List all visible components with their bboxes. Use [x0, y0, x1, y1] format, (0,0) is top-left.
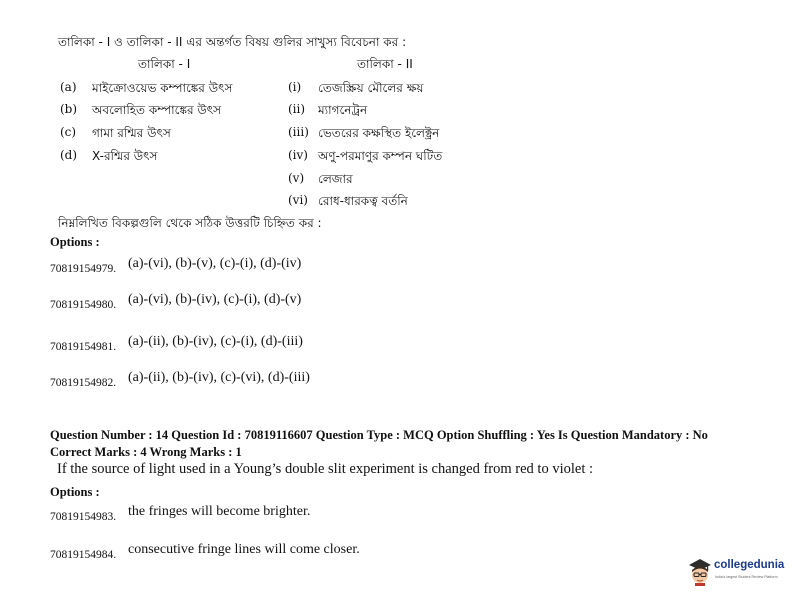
list1-label: (c) — [60, 125, 77, 139]
option-id: 70819154982. — [50, 377, 117, 389]
list2-label: (ii) — [288, 102, 306, 116]
question-text: If the source of light used in a Young’s double slit experiment is changed from red to violet : — [57, 461, 593, 477]
list1-text: গামা রশ্মির উৎস — [92, 126, 171, 140]
question-intro: তালিকা - I ও তালিকা - II এর অন্তর্গত বিষয় গুলির সাখুস্য বিবেচনা কর : — [58, 35, 407, 49]
option-text: (a)-(ii), (b)-(iv), (c)-(vi), (d)-(iii) — [128, 370, 310, 385]
list1-label: (b) — [60, 102, 78, 116]
list2-text: অণু-পরমাণুর কম্পন ঘটিত — [318, 149, 443, 163]
list2-label: (v) — [288, 171, 305, 185]
logo-name: collegedunia — [714, 559, 785, 571]
list2-title: তালিকা - II — [357, 57, 413, 71]
list2-text: ভেতরের কক্ষস্থিত ইলেক্ট্রন — [318, 126, 440, 140]
list1-text: মাইক্রোওয়েভ কম্পাঙ্কের উৎস — [92, 81, 233, 95]
list1-text: অবলোহিত কম্পাঙ্কের উৎস — [92, 103, 222, 117]
option-text: (a)-(vi), (b)-(v), (c)-(i), (d)-(iv) — [128, 256, 302, 271]
option-id: 70819154984. — [50, 549, 117, 561]
list2-text: তেজস্ক্রিয় মৌলের ক্ষয় — [318, 81, 424, 95]
question-marks: Correct Marks : 4 Wrong Marks : 1 — [50, 445, 242, 459]
list1-label: (d) — [60, 148, 78, 162]
option-text: consecutive fringe lines will come closer. — [128, 542, 360, 557]
question-instruction: নিম্নলিখিত বিকল্পগুলি থেকে সঠিক উত্তরটি চিহ্নিত কর : — [58, 216, 322, 230]
list2-text: রোধ-ধারকত্ব বর্তনি — [318, 194, 408, 208]
list2-text: ম্যাগনেট্রন — [318, 103, 368, 117]
option-text: the fringes will become brighter. — [128, 504, 311, 519]
list2-label: (vi) — [288, 193, 308, 207]
options-heading: Options : — [50, 485, 100, 499]
list1-text: X-রশ্মির উৎস — [92, 149, 158, 163]
logo-tagline: India's largest Student Review Platform — [715, 575, 778, 579]
list1-label: (a) — [60, 80, 77, 94]
option-id: 70819154983. — [50, 511, 117, 523]
list2-text: লেজার — [318, 172, 353, 186]
option-text: (a)-(vi), (b)-(iv), (c)-(i), (d)-(v) — [128, 292, 302, 307]
mascot-icon — [687, 556, 713, 586]
option-id: 70819154979. — [50, 263, 117, 275]
list2-label: (iii) — [288, 125, 309, 139]
list2-label: (i) — [288, 80, 302, 94]
option-id: 70819154981. — [50, 341, 117, 353]
collegedunia-logo — [687, 556, 787, 590]
list2-label: (iv) — [288, 148, 308, 162]
options-heading: Options : — [50, 235, 100, 249]
question-meta: Question Number : 14 Question Id : 70819116607 Question Type : MCQ Option Shuffling : Yes Is Question Mandatory : No — [50, 428, 708, 442]
option-id: 70819154980. — [50, 299, 117, 311]
option-text: (a)-(ii), (b)-(iv), (c)-(i), (d)-(iii) — [128, 334, 303, 349]
list1-title: তালিকা - I — [138, 57, 191, 71]
